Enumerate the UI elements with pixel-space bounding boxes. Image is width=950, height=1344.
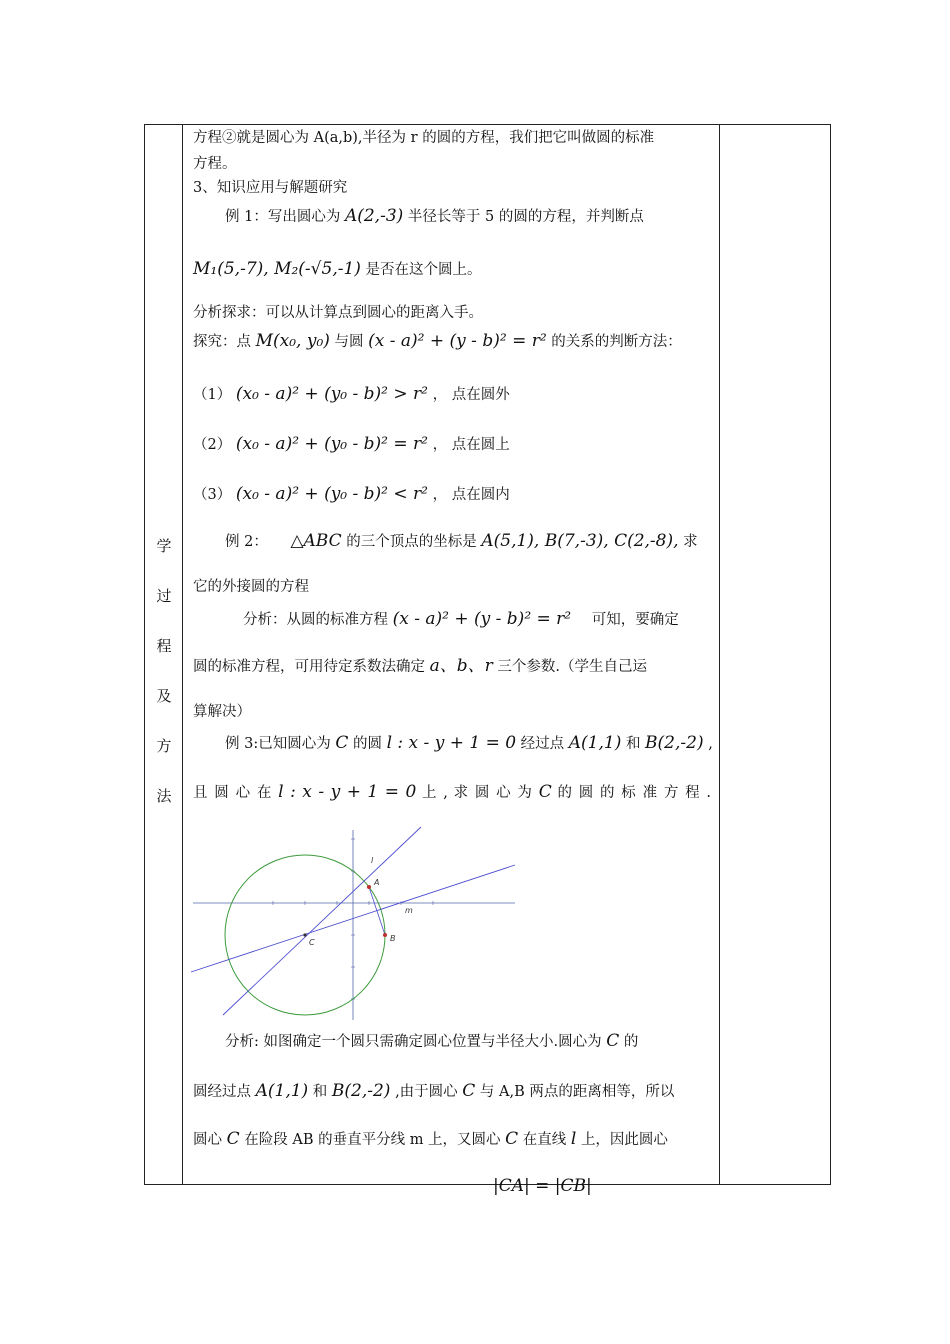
label-b: B [390,934,396,943]
math-equation: (x - a)² + (y - b)² = r² [368,331,547,351]
analysis-line: 分析探求：可以从计算点到圆心的距离入手。 [193,305,483,321]
analysis-3-line-2 [193,1080,674,1103]
case-text: ， 点在圆内 [432,487,510,503]
text: 探究：点 [193,334,251,350]
case-text: ， 点在圆上 [432,437,510,453]
side-char: 学 [156,537,172,555]
math-point: B(2,-2) [331,1081,391,1101]
example-2-line [225,530,698,553]
math-var: C [335,733,349,753]
text: 求 [683,534,698,550]
math-point: M(x₀, y₀) [255,331,330,351]
example-3-line-2 [193,781,711,804]
paragraph-line: 方程②就是圆心为 A(a,b),半径为 r 的圆的方程，我们把它叫做圆的标准 [193,130,655,146]
text: ,由于圆心 [395,1084,458,1100]
math-params: a、b、r [429,656,493,676]
text: 的圆 [352,736,382,752]
side-char: 方 [156,737,172,755]
label-a: A [374,878,380,887]
text: 与圆 [334,334,364,350]
analysis-3-line-3 [193,1128,668,1151]
example-3-line [225,732,713,755]
case-1 [193,383,510,406]
side-char: 法 [156,787,172,805]
point-b [383,933,387,937]
text: 可知，要确定 [591,612,679,628]
text: 经过点 [520,736,565,752]
label-l: l [371,856,374,865]
side-char: 程 [156,637,172,655]
math-point: A(2,-3) [344,206,404,226]
lesson-table [144,124,831,1196]
analysis-3-line [225,1030,638,1053]
example-1-points [193,258,482,281]
text: 圆的标准方程，可用待定系数法确定 [193,659,425,675]
example-2-line-2: 它的外接圆的方程 [193,579,309,595]
math-equation: (x₀ - a)² + (y₀ - b)² = r² [235,434,428,454]
text: 例 2： [225,534,268,550]
text: 上，因此圆心 [580,1132,668,1148]
text: 和 [312,1084,328,1100]
text: 与 A,B 两点的距离相等，所以 [479,1084,675,1100]
case-3 [193,483,510,506]
math-var: C [505,1129,519,1149]
section-heading: 3、知识应用与解题研究 [193,180,348,196]
label-c: C [309,938,315,947]
segment-ab [369,887,385,935]
case-2 [193,433,510,456]
text: 的 [623,1034,639,1050]
text: 在险段 AB 的垂直平分线 m 上，又圆心 [244,1132,501,1148]
math-triangle: △ABC [290,531,342,551]
math-point: A(1,1) [568,733,622,753]
text: 圆心 [193,1132,222,1148]
cut-off-equation: |CA| = |CB| [493,1176,592,1196]
math-point: B(2,-2) [645,733,704,753]
text: 是否在这个圆上。 [365,262,482,278]
text: 在直线 [522,1132,567,1148]
analysis-2-line [243,608,679,631]
math-var: C [462,1081,476,1101]
math-point: A(1,1) [255,1081,309,1101]
point-a [367,885,371,889]
analysis-2-line-2 [193,655,647,678]
text: 圆经过点 [193,1084,251,1100]
text: 的关系的判断方法： [551,334,682,350]
column-divider-right [719,125,720,1184]
point-c [303,933,306,936]
geometry-figure [193,825,523,1025]
side-char: 过 [156,587,172,605]
case-number: （3） [193,487,232,503]
math-equation: (x₀ - a)² + (y₀ - b)² < r² [235,484,428,504]
text: 且 圆 心 在 [193,785,273,801]
text: 半径长等于 5 的圆的方程，并判断点 [407,209,644,225]
text: 上 , 求 圆 心 为 [422,785,534,801]
text: 例 1：写出圆心为 [225,209,341,225]
math-points: A(5,1), B(7,-3), C(2,-8), [481,531,679,551]
analysis-2-line-3: 算解决） [193,704,251,720]
explore-line [193,330,682,353]
math-points: M₁(5,-7), M₂(-√5,-1) [193,259,361,279]
math-var: C [538,782,552,802]
example-1-line [225,205,644,228]
label-m: m [405,906,413,915]
text: , [708,736,713,752]
math-equation: (x - a)² + (y - b)² = r² [392,609,572,629]
line-l [223,827,421,1015]
math-equation: (x₀ - a)² + (y₀ - b)² > r² [235,384,428,404]
math-var: C [226,1129,240,1149]
math-line: l : x - y + 1 = 0 [278,782,417,802]
text: 例 3:已知圆心为 [225,736,331,752]
text: 分析: 如图确定一个圆只需确定圆心位置与半径大小.圆心为 [225,1034,602,1050]
case-number: （2） [193,437,232,453]
math-line: l : x - y + 1 = 0 [386,733,517,753]
case-text: ， 点在圆外 [432,387,510,403]
case-number: （1） [193,387,232,403]
text: 和 [625,736,641,752]
math-var: C [606,1031,620,1051]
text: 分析：从圆的标准方程 [243,612,388,628]
text: 三个参数.（学生自己运 [497,659,647,675]
text: 的三个顶点的坐标是 [346,534,477,550]
content-cell [193,125,713,1196]
paragraph-line: 方程。 [193,156,237,172]
math-var: l [570,1129,577,1149]
side-char: 及 [156,687,172,705]
text: 的 圆 的 标 准 方 程 . [557,785,712,801]
